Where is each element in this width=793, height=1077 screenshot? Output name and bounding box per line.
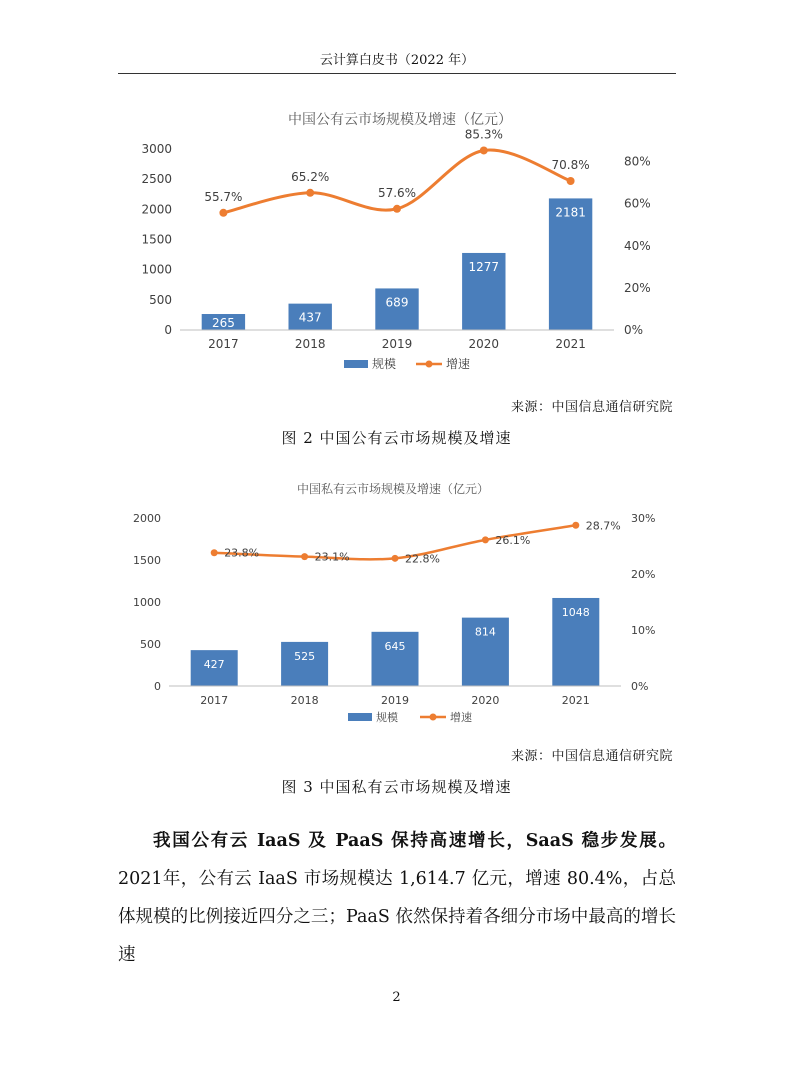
- y-right-tick-label: 40%: [624, 238, 651, 253]
- figure2-caption: 图 2 中国公有云市场规模及增速: [281, 429, 512, 447]
- bar-value-label: 2181: [555, 205, 586, 220]
- growth-point-2019: [393, 205, 401, 213]
- y-right-tick-label: 10%: [631, 624, 656, 637]
- legend-swatch-dot: [426, 361, 433, 368]
- growth-value-label: 65.2%: [291, 169, 330, 184]
- y-right-tick-label: 80%: [624, 154, 651, 169]
- y-left-tick-label: 1000: [133, 596, 161, 609]
- legend-label-bar: 规模: [372, 357, 397, 371]
- y-left-tick-label: 0: [164, 323, 172, 337]
- y-left-tick-label: 2000: [133, 512, 161, 525]
- figure2-source: 来源：中国信息通信研究院: [510, 400, 673, 415]
- y-right-tick-label: 20%: [631, 568, 656, 581]
- bar-value-label: 1048: [561, 605, 590, 619]
- y-left-tick-label: 1500: [141, 232, 172, 247]
- y-left-tick-label: 3000: [141, 142, 172, 156]
- growth-value-label: 57.6%: [377, 185, 417, 200]
- chart-title: 中国公有云市场规模及增速（亿元）: [288, 112, 512, 128]
- y-right-tick-label: 0%: [624, 323, 644, 337]
- legend-swatch-bar: [348, 713, 372, 721]
- y-right-tick-label: 20%: [624, 280, 651, 295]
- figure3-source: 来源：中国信息通信研究院: [510, 749, 673, 764]
- bar-value-label: 437: [298, 310, 322, 325]
- x-tick-label: 2021: [561, 694, 590, 707]
- x-tick-label: 2017: [200, 694, 229, 707]
- legend-label-bar: 规模: [376, 711, 398, 724]
- bar-value-label: 645: [384, 639, 406, 653]
- growth-value-label: 70.8%: [551, 157, 590, 172]
- growth-point-2020: [480, 146, 488, 154]
- y-left-tick-label: 500: [149, 292, 172, 307]
- public-cloud-chart: [118, 100, 678, 385]
- bar-value-label: 1277: [468, 259, 500, 274]
- growth-point-2020: [482, 536, 489, 543]
- x-tick-label: 2019: [381, 337, 413, 351]
- growth-point-2021: [567, 177, 575, 185]
- y-right-tick-label: 60%: [624, 196, 651, 211]
- growth-value-label: 28.7%: [585, 519, 621, 533]
- body-paragraph: [118, 822, 676, 974]
- growth-value-label: 23.8%: [224, 546, 260, 560]
- growth-value-label: 23.1%: [314, 550, 350, 564]
- y-right-tick-label: 0%: [631, 680, 649, 693]
- legend-swatch-dot: [430, 714, 437, 721]
- paragraph-lead: 我国公有云 IaaS 及 PaaS 保持高速增长，SaaS 稳步发展。: [153, 831, 676, 851]
- bar-value-label: 814: [474, 625, 496, 639]
- page-number: 2: [392, 990, 401, 1005]
- growth-value-label: 85.3%: [464, 127, 503, 142]
- public-cloud-chart-svg: [118, 100, 678, 385]
- growth-point-2017: [211, 549, 218, 556]
- y-right-tick-label: 30%: [631, 512, 656, 525]
- x-tick-label: 2017: [208, 337, 239, 351]
- x-tick-label: 2020: [468, 337, 500, 351]
- y-left-tick-label: 1500: [133, 554, 161, 567]
- growth-point-2021: [572, 522, 579, 529]
- legend-swatch-bar: [344, 360, 368, 368]
- growth-point-2018: [301, 553, 308, 560]
- x-tick-label: 2021: [555, 337, 586, 351]
- private-cloud-chart-svg: [118, 478, 678, 728]
- figure3-caption: 图 3 中国私有云市场规模及增速: [281, 778, 512, 796]
- y-left-tick-label: 2500: [141, 172, 172, 187]
- private-cloud-chart: [118, 478, 678, 728]
- growth-value-label: 22.8%: [405, 552, 440, 566]
- bar-value-label: 525: [294, 649, 316, 663]
- growth-value-label: 26.1%: [495, 533, 531, 547]
- legend-label-line: 增速: [446, 357, 471, 371]
- y-left-tick-label: 1000: [141, 262, 172, 277]
- bar-2018: [281, 642, 328, 686]
- bar-value-label: 265: [211, 316, 235, 330]
- x-tick-label: 2018: [294, 337, 326, 351]
- y-left-tick-label: 500: [140, 638, 161, 651]
- y-left-tick-label: 0: [154, 680, 161, 693]
- y-left-tick-label: 2000: [141, 202, 172, 217]
- x-tick-label: 2018: [290, 694, 319, 707]
- legend-label-line: 增速: [450, 711, 472, 724]
- growth-line: [223, 150, 570, 213]
- growth-value-label: 55.7%: [204, 189, 243, 204]
- x-tick-label: 2020: [471, 694, 500, 707]
- growth-point-2017: [219, 209, 227, 217]
- header-rule: [118, 73, 676, 74]
- bar-value-label: 689: [385, 295, 409, 310]
- page-header: 云计算白皮书（2022 年）: [319, 53, 475, 68]
- chart-title: 中国私有云市场规模及增速（亿元）: [296, 482, 490, 496]
- x-tick-label: 2019: [381, 694, 409, 707]
- paragraph-text: 2021年，公有云 IaaS 市场规模达 1,614.7 亿元，增速 80.4%，占总体规模的比例接近四分之三；PaaS 依然保持着各细分市场中最高的增长速: [118, 869, 676, 965]
- growth-point-2019: [392, 555, 399, 562]
- bar-value-label: 427: [203, 658, 225, 672]
- growth-point-2018: [306, 189, 314, 197]
